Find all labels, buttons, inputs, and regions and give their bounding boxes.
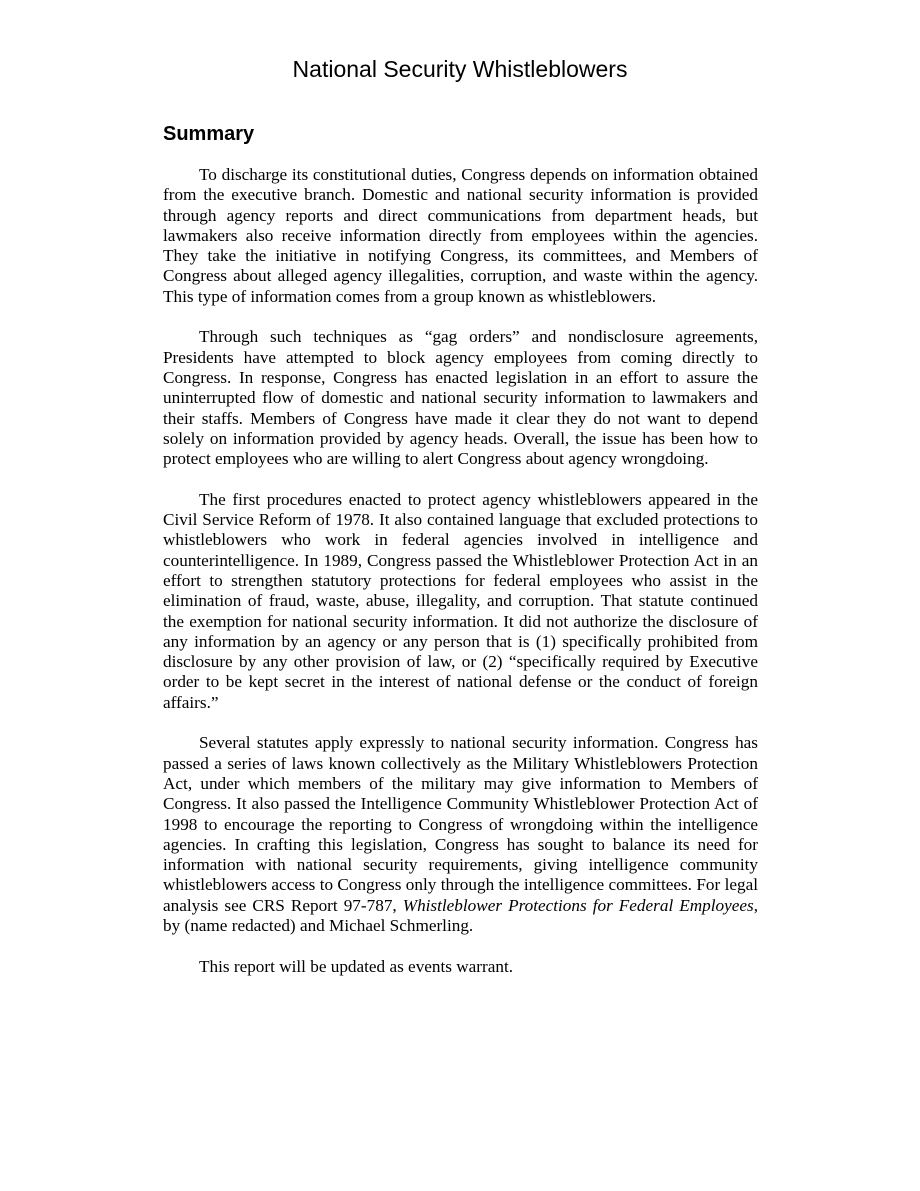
paragraph-3: The first procedures enacted to protect agency whistleblowers appeared in the Civil Service Reform of 1978. It also contained language that excluded protections to whistleblowers who work in federal agencies involved in intelligence and counterintelligence. In 1989, Congress passed the Whistleblower Protection Act in an effort to strengthen statutory protections for federal employees who assist in the elimination of fraud, waste, abuse, illegality, and corruption. That statute continued the exemption for national security information. It did not authorize the disclosure of any information by an agency or any person that is (1) specifically prohibited from disclosure by any other provision of law, or (2) “specifically required by Executive order to be kept secret in the interest of national defense or the conduct of foreign affairs.”	[163, 489, 758, 712]
section-heading-summary: Summary	[163, 123, 255, 145]
summary-body	[163, 165, 758, 997]
closing-paragraph: This report will be updated as events warrant.	[199, 956, 514, 976]
paragraph-4-text: Several statutes apply expressly to national security information. Congress has passed a series of laws known collectively as the Military Whistleblowers Protection Act, under which members of the military may give information to Members of Congress. It also passed the Intelligence Community Whistleblower Protection Act of 1998 to encourage the reporting to Congress of wrongdoing within the intelligence agencies. In crafting this legislation, Congress has sought to balance its need for information with national security requirements, giving intelligence community whistleblowers access to Congress only through the intelligence committees. For legal analysis see CRS Report 97-787,	[163, 733, 758, 915]
paragraph-4	[163, 733, 758, 936]
paragraph-2: Through such techniques as “gag orders” and nondisclosure agreements, Presidents have attempted to block agency employees from coming directly to Congress. In response, Congress has enacted legislation in an effort to assure the uninterrupted flow of domestic and national security information to lawmakers and their staffs. Members of Congress have made it clear they do not want to depend solely on information provided by agency heads. Overall, the issue has been how to protect employees who are willing to alert Congress about agency wrongdoing.	[163, 327, 758, 469]
paragraph-1: To discharge its constitutional duties, Congress depends on information obtained from the executive branch. Domestic and national security information is provided through agency reports and direct communications from department heads, but lawmakers also receive information directly from employees within the agencies. They take the initiative in notifying Congress, its committees, and Members of Congress about alleged agency illegalities, corruption, and waste within the agency. This type of information comes from a group known as whistleblowers.	[163, 165, 758, 306]
document-title: National Security Whistleblowers	[292, 56, 628, 82]
report-title-italic: Whistleblower Protections for Federal Employees	[402, 895, 754, 915]
paragraph-4-tail: , by (name redacted) and Michael Schmerling.	[163, 895, 758, 935]
